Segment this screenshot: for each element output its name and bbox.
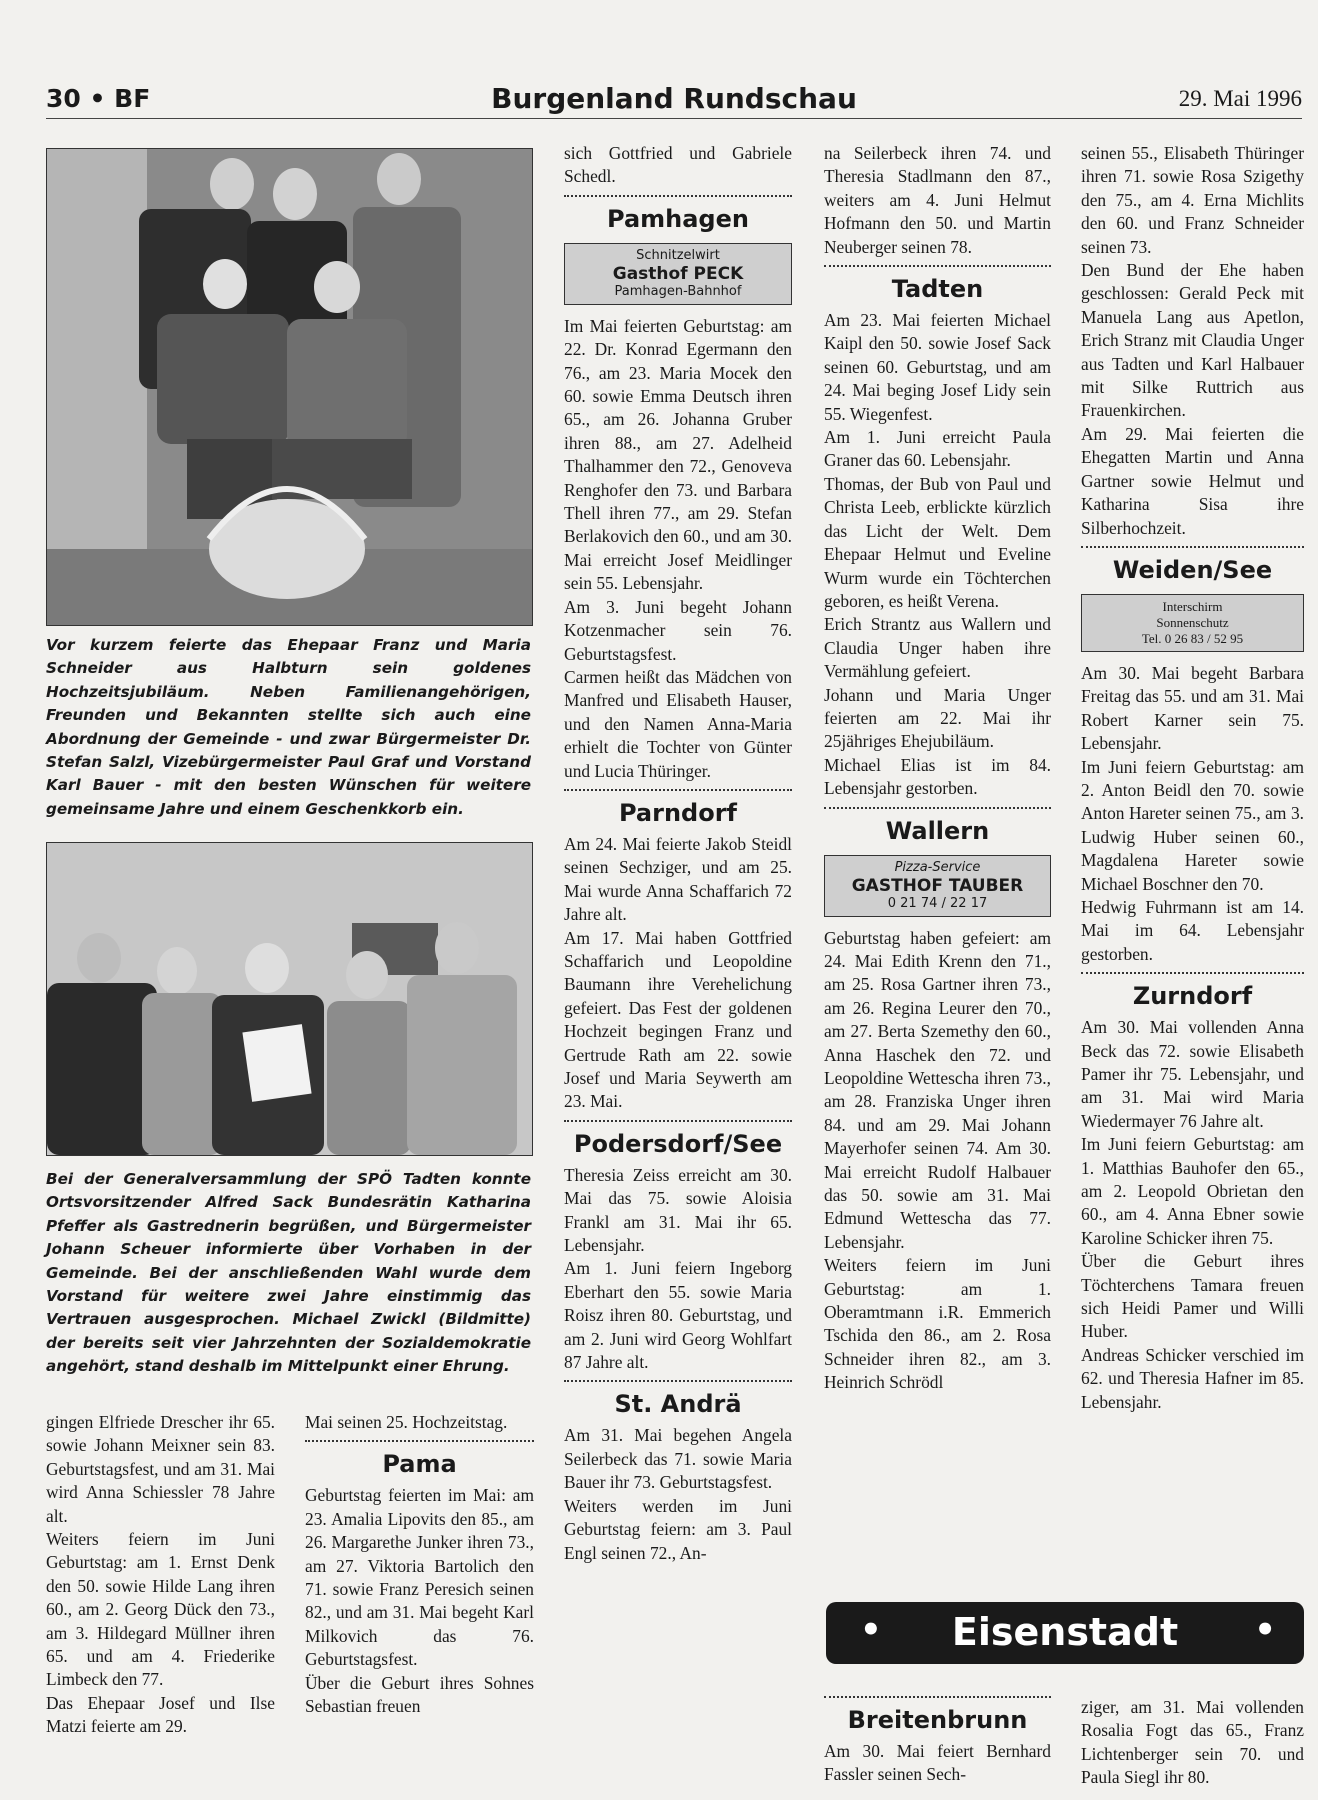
article-text: Über die Geburt ihres Töchterchens Tamara freuen sich Heidi Pamer und Willi Huber. xyxy=(1081,1251,1304,1342)
article-text: Carmen heißt das Mädchen von Manfred und Elisabeth Hauser, und den Namen Anna-Maria erhielt die Tochter von Günter und Lucia Thüringer. xyxy=(564,666,792,781)
ad-line: Pizza-Service xyxy=(894,859,981,875)
dotted-divider xyxy=(564,1380,792,1382)
section-heading-weiden: Weiden/See xyxy=(1112,555,1273,584)
ad-line: Pamhagen-Bahnhof xyxy=(614,283,742,299)
photo-spoe-tadten-image xyxy=(47,843,532,1155)
column-2 xyxy=(564,142,792,1792)
dotted-divider xyxy=(824,807,1051,809)
article-text: Weiters feiern im Juni Geburtstag: am 1. Oberamtmann i.R. Emmerich Tschida den 86., am 2. Rosa Schneider ihren 82., am 3. Heinrich Schrödl xyxy=(824,1255,1051,1393)
article-text: Den Bund der Ehe haben geschlossen: Gerald Peck mit Manuela Lang aus Apetlon, Erich Stranz mit Claudia Unger aus Tadten und Karl Halbauer mit Silke Ruttrich aus Frauenkirchen. xyxy=(1081,260,1304,421)
article-text: Am 30. Mai begeht Barbara Freitag das 55. und am 31. Mai Robert Karner sein 75. Lebensjahr. xyxy=(1081,662,1304,754)
article-text: Das Ehepaar Josef und Ilse Matzi feierte am 29. xyxy=(46,1692,275,1737)
article-text: na Seilerbeck ihren 74. und Theresia Stadlmann den 87., weiters am 4. Juni Helmut Hofmann den 50. und Martin Neuberger seinen 78. xyxy=(824,143,1051,257)
caption-photo-spoe-tadten: Bei der Generalversammlung der SPÖ Tadten konnte Ortsvorsitzender Alfred Sack Bundesrätin Katharina Pfeffer als Gastrednerin begrüßen, und Bürgermeister Johann Scheuer informierte über Vorhaben in der Gemeinde. Bei der anschließenden Wahl wurde dem Vorstand für weitere zwei Jahre einstimmig das Vertrauen ausgesprochen. Michael Zwickl (Bildmitte) der bereits seit vier Jahrzehnten der Sozialdemokratie angehört, stand deshalb im Mittelpunkt einer Ehrung. xyxy=(46,1170,531,1376)
article-text: sich Gottfried und Gabriele Schedl. xyxy=(564,143,792,187)
issue-date: 29. Mai 1996 xyxy=(1178,86,1302,111)
ad-line: GASTHOF TAUBER xyxy=(851,875,1024,896)
article-text: gingen Elfriede Drescher ihr 65. sowie Johann Meixner sein 83. Geburtstagsfest, und am 31. Mai wird Anna Schiessler 78 Jahre alt. xyxy=(46,1412,275,1526)
dotted-divider xyxy=(824,265,1051,267)
section-heading-breitenbrunn: Breitenbrunn xyxy=(847,1706,1028,1734)
banner-title: Eisenstadt xyxy=(951,1610,1179,1654)
article-text: Am 3. Juni begeht Johann Kotzenmacher sein 76. Geburtstagsfest. xyxy=(564,596,792,664)
article-text: Im Juni feiern Geburtstag: am 1. Matthias Bauhofer den 65., am 2. Leopold Obrietan den 60., am 4. Anna Ebner sowie Karoline Schicker ihren 75. xyxy=(1081,1134,1304,1248)
section-heading-wallern: Wallern xyxy=(885,816,990,845)
article-text: Erich Strantz aus Wallern und Claudia Unger haben ihre Vermählung gefeiert. xyxy=(824,614,1051,682)
article-text: Mai seinen 25. Hochzeitstag. xyxy=(305,1412,508,1432)
ad-line: Sonnenschutz xyxy=(1156,614,1229,630)
article-text: Am 1. Juni feiern Ingeborg Eberhart den 55. sowie Maria Roisz ihren 80. Geburtstag, und am 2. Juni wird Georg Wohlfart 87 Jahre alt. xyxy=(564,1258,792,1373)
article-text: Im Mai feierten Geburtstag: am 22. Dr. Konrad Egermann den 76., am 23. Maria Mocek den 60. sowie Emma Deutsch ihren 65., am 26. Johanna Gruber ihren 88., am 27. Adelheid Thalhammer den 72., Genoveva Renghofer den 73. und Barbara Thell ihren 77., am 29. Stefan Berlakovich den 60., und am 30. Mai erreicht Josef Meidlinger sein 55. Lebensjahr. xyxy=(564,315,792,594)
ad-line: Interschirm xyxy=(1162,598,1223,614)
article-text: Geburtstag haben gefeiert: am 24. Mai Edith Krenn den 71., am 25. Rosa Gartner ihren 73., am 26. Regina Leurer den 70., am 27. Berta Szemethy den 60., Anna Haschek den 72. und Leopoldine Wettescha ihren 73., am 28. Franziska Unger ihren 84. und am 29. Mai Johann Mayerhofer seinen 74. Am 30. Mai erreicht Rudolf Halbauer das 50. sowie am 31. Mai Edmund Wettescha das 77. Lebensjahr. xyxy=(824,927,1051,1252)
section-heading-pamhagen: Pamhagen xyxy=(607,204,749,233)
ad-gasthof-peck xyxy=(564,243,792,305)
article-text: Thomas, der Bub von Paul und Christa Leeb, erblickte kürzlich das Licht der Welt. Dem Ehepaar Helmut und Eveline Wurm wurde ein Töchterchen geboren, es heißt Verena. xyxy=(824,473,1051,611)
dotted-divider xyxy=(824,1696,1051,1698)
photo-golden-wedding xyxy=(46,148,533,626)
column-4-bottom xyxy=(1081,1696,1304,1794)
article-text: Am 29. Mai feierten die Ehegatten Martin und Anna Gartner sowie Helmut und Katharina Sisa ihre Silberhochzeit. xyxy=(1081,423,1304,538)
dotted-divider xyxy=(564,789,792,791)
ad-line: Tel. 0 26 83 / 52 95 xyxy=(1141,630,1244,646)
article-text: ziger, am 31. Mai vollenden Rosalia Fogt das 65., Franz Lichtenberger sein 70. und Paula Siegl ihr 80. xyxy=(1081,1697,1304,1788)
article-text: Am 30. Mai vollenden Anna Beck das 72. sowie Elisabeth Pamer ihr 75. Lebensjahr, und am 31. Mai wird Maria Wiedermayer 76 Jahre alt. xyxy=(1081,1017,1304,1131)
column-3 xyxy=(824,142,1051,1582)
ad-line: Gasthof PECK xyxy=(612,263,744,284)
article-text: Über die Geburt ihres Sohnes Sebastian freuen xyxy=(305,1672,534,1717)
article-text: Michael Elias ist im 84. Lebensjahr gestorben. xyxy=(824,754,1051,799)
article-text: Andreas Schicker verschied im 62. und Theresia Hafner im 85. Lebensjahr. xyxy=(1081,1344,1304,1412)
section-heading-podersdorf: Podersdorf/See xyxy=(573,1129,783,1158)
article-text: Weiters feiern im Juni Geburtstag: am 1. Ernst Denk den 50. sowie Hilde Lang ihren 60., am 2. Georg Dück den 73., am 3. Hildegard Müllner ihren 65. und am 4. Friederike Limbeck den 77. xyxy=(46,1529,275,1690)
page-number: 30 • BF xyxy=(46,84,151,113)
banner-bullet-right: • xyxy=(1254,1610,1276,1650)
article-text: Am 17. Mai haben Gottfried Schaffarich und Leopoldine Baumann ihre Verehelichung gefeiert. Das Fest der goldenen Hochzeit begingen Franz und Gertrude Rath am 22. sowie Josef und Maria Seywerth am 23. Mai. xyxy=(564,927,792,1112)
dotted-divider xyxy=(1081,972,1304,974)
dotted-divider xyxy=(564,195,792,197)
dotted-divider xyxy=(564,1120,792,1122)
photo-golden-wedding-image xyxy=(47,149,532,625)
article-text: Weiters werden im Juni Geburtstag feiern: am 3. Paul Engl seinen 72., An- xyxy=(564,1495,792,1563)
article-text: Am 31. Mai begehen Angela Seilerbeck das 71. sowie Maria Bauer ihr 73. Geburtstagsfest. xyxy=(564,1425,792,1493)
photo-spoe-tadten xyxy=(46,842,533,1156)
caption-photo-golden-wedding: Vor kurzem feierte das Ehepaar Franz und Maria Schneider aus Halbturn sein goldenes Hochzeitsjubiläum. Neben Familienangehörigen, Freunden und Bekannten stellte sich auch eine Abordnung der Gemeinde - und zwar Bürgermeister Dr. Stefan Salzl, Vizebürgermeister Paul Graf und Vorstand Karl Bauer - mit den besten Wünschen für weitere gemeinsame Jahre und einem Geschenkkorb ein. xyxy=(46,636,531,818)
ad-line: 0 21 74 / 22 17 xyxy=(887,895,988,911)
section-heading-zurndorf: Zurndorf xyxy=(1132,982,1253,1011)
section-banner-eisenstadt xyxy=(826,1602,1304,1664)
page-header xyxy=(46,84,1302,119)
banner-bullet-left: • xyxy=(860,1610,882,1650)
column-1a xyxy=(46,1411,275,1791)
article-text: Geburtstag feierten im Mai: am 23. Amalia Lipovits den 85., am 26. Margarethe Junker ihren 73., am 27. Viktoria Bartolich den 71. sowie Franz Peresich seinen 82., und am 31. Mai begeht Karl Milkovich das 76. Geburtstagsfest. xyxy=(305,1485,534,1670)
section-heading-parndorf: Parndorf xyxy=(618,798,737,827)
section-heading-pama: Pama xyxy=(382,1450,457,1479)
ad-line: Schnitzelwirt xyxy=(636,247,720,263)
article-text: Hedwig Fuhrmann ist am 14. Mai im 64. Lebensjahr gestorben. xyxy=(1081,896,1304,964)
column-1b xyxy=(305,1411,534,1791)
article-text: Am 24. Mai feierte Jakob Steidl seinen Sechziger, und am 25. Mai wurde Anna Schaffarich 72 Jahre alt. xyxy=(564,833,792,925)
article-text: Am 1. Juni erreicht Paula Graner das 60. Lebensjahr. xyxy=(824,427,1051,471)
column-4 xyxy=(1081,142,1304,1582)
ad-gasthof-tauber xyxy=(824,855,1051,917)
ad-interschirm xyxy=(1081,594,1304,652)
dotted-divider xyxy=(305,1440,534,1442)
newspaper-title: Burgenland Rundschau xyxy=(491,82,857,115)
column-3-bottom xyxy=(824,1690,1051,1794)
article-text: Am 30. Mai feiert Bernhard Fassler seinen Sech- xyxy=(824,1741,1051,1785)
article-text: Johann und Maria Unger feierten am 22. Mai ihr 25jähriges Ehejubiläum. xyxy=(824,684,1051,752)
dotted-divider xyxy=(1081,546,1304,548)
article-text: seinen 55., Elisabeth Thüringer ihren 71. sowie Rosa Szigethy den 75., am 4. Erna Michlits den 60. und Franz Schneider seinen 73. xyxy=(1081,143,1304,257)
article-text: Im Juni feiern Geburtstag: am 2. Anton Beidl den 70. sowie Anton Hareter seinen 75., am 3. Ludwig Huber seinen 60., Magdalena Hareter sowie Michael Boschner den 70. xyxy=(1081,756,1304,894)
article-text: Am 23. Mai feierten Michael Kaipl den 50. sowie Josef Sack seinen 60. Geburtstag, und am 24. Mai beging Josef Lidy sein 55. Wiegenfest. xyxy=(824,310,1051,424)
article-text: Theresia Zeiss erreicht am 30. Mai das 75. sowie Aloisia Frankl am 31. Mai ihr 65. Lebensjahr. xyxy=(564,1164,792,1256)
section-heading-tadten: Tadten xyxy=(891,275,984,304)
section-heading-st-andrae: St. Andrä xyxy=(614,1390,742,1419)
